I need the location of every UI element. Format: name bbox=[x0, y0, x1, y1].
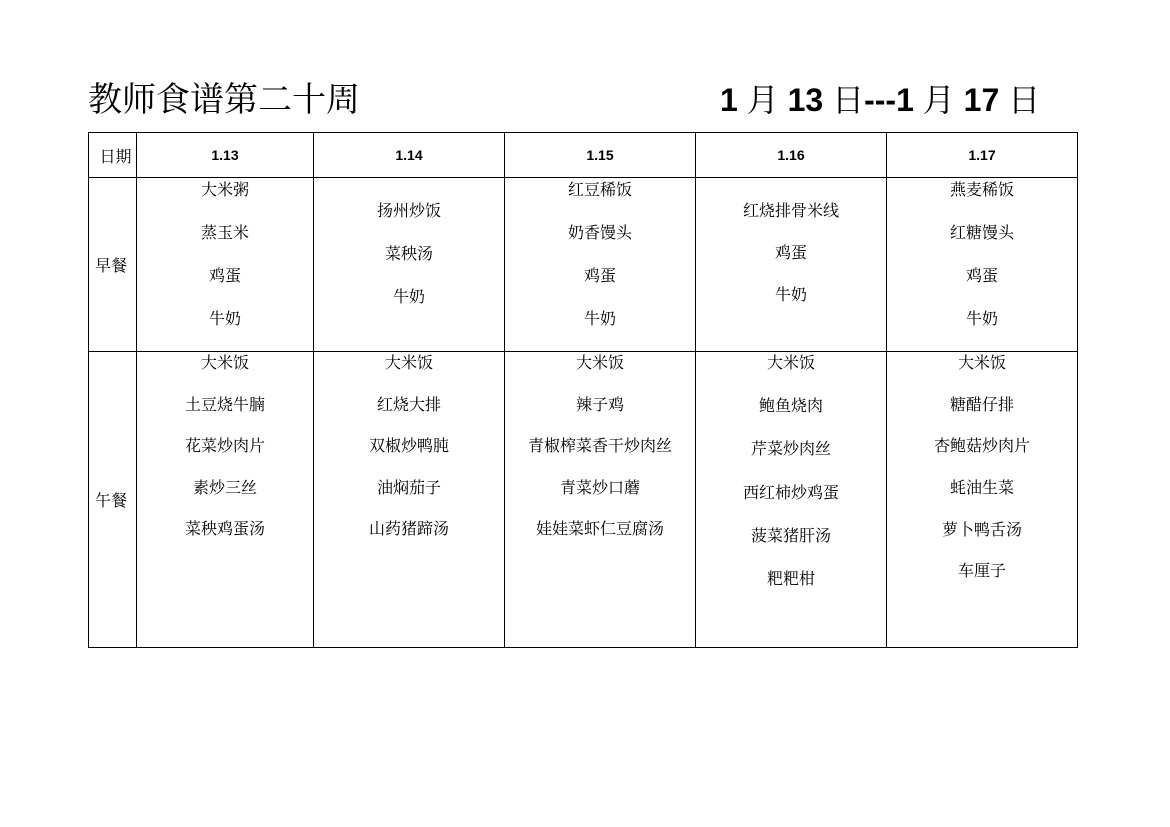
date-cell: 1.15 bbox=[505, 133, 696, 178]
menu-item: 菠菜猪肝汤 bbox=[750, 525, 831, 545]
end-month: 1 bbox=[896, 82, 914, 118]
header-row bbox=[89, 133, 1078, 178]
menu-item: 大米饭 bbox=[766, 353, 815, 372]
menu-item: 鸡蛋 bbox=[583, 266, 616, 285]
menu-list bbox=[137, 178, 313, 351]
menu-item: 杏鲍菇炒肉片 bbox=[933, 436, 1030, 456]
date-cell: 1.16 bbox=[696, 133, 887, 178]
breakfast-cell bbox=[505, 178, 696, 352]
menu-item: 粑粑柑 bbox=[766, 568, 815, 588]
menu-list bbox=[887, 352, 1077, 602]
menu-list bbox=[314, 178, 504, 329]
menu-item: 鸡蛋 bbox=[965, 266, 998, 285]
menu-item: 蚝油生菜 bbox=[949, 478, 1014, 498]
menu-item: 菜秧鸡蛋汤 bbox=[184, 519, 265, 538]
menu-item: 牛奶 bbox=[774, 285, 807, 304]
menu-item: 辣子鸡 bbox=[575, 394, 624, 414]
menu-item: 大米饭 bbox=[384, 353, 433, 372]
lunch-cell bbox=[137, 352, 314, 648]
menu-item: 油焖茄子 bbox=[376, 477, 441, 497]
range-separator: --- bbox=[864, 82, 897, 118]
menu-item: 芹菜炒肉丝 bbox=[750, 439, 831, 459]
menu-item: 扬州炒饭 bbox=[376, 201, 441, 220]
menu-item: 素炒三丝 bbox=[192, 477, 257, 497]
date-cell: 1.17 bbox=[887, 133, 1078, 178]
menu-list bbox=[137, 352, 313, 560]
menu-item: 大米饭 bbox=[575, 353, 624, 372]
lunch-label: 午餐 bbox=[89, 352, 137, 648]
menu-item: 山药猪蹄汤 bbox=[368, 519, 449, 538]
menu-item: 牛奶 bbox=[965, 309, 998, 328]
end-day-unit: 日 bbox=[1008, 81, 1041, 119]
menu-item: 糖醋仔排 bbox=[949, 394, 1014, 414]
menu-table bbox=[88, 132, 1078, 648]
lunch-row bbox=[89, 352, 1078, 648]
lunch-cell bbox=[505, 352, 696, 648]
menu-item: 青椒榨菜香干炒肉丝 bbox=[527, 436, 672, 455]
menu-item: 蒸玉米 bbox=[200, 223, 249, 242]
menu-item: 牛奶 bbox=[583, 309, 616, 328]
breakfast-cell bbox=[314, 178, 505, 352]
menu-item: 土豆烧牛腩 bbox=[184, 394, 265, 414]
lunch-cell bbox=[314, 352, 505, 648]
menu-item: 牛奶 bbox=[392, 287, 425, 306]
start-month-unit: 月 bbox=[746, 81, 779, 119]
menu-item: 萝卜鸭舌汤 bbox=[941, 519, 1022, 539]
breakfast-label: 早餐 bbox=[89, 178, 137, 352]
menu-item: 娃娃菜虾仁豆腐汤 bbox=[535, 519, 664, 538]
end-month-unit: 月 bbox=[922, 81, 955, 119]
menu-item: 花菜炒肉片 bbox=[184, 436, 265, 455]
menu-item: 大米粥 bbox=[200, 180, 249, 199]
menu-item: 牛奶 bbox=[208, 309, 241, 328]
menu-item: 鲍鱼烧肉 bbox=[758, 396, 823, 416]
menu-item: 双椒炒鸭肫 bbox=[368, 436, 449, 455]
menu-item: 菜秧汤 bbox=[384, 244, 433, 263]
menu-list bbox=[505, 178, 695, 351]
menu-list bbox=[887, 178, 1077, 351]
menu-item: 红烧大排 bbox=[376, 394, 441, 414]
menu-list bbox=[505, 352, 695, 560]
start-day-unit: 日 bbox=[832, 81, 865, 119]
page-title: 教师食谱第二十周 bbox=[88, 80, 360, 120]
lunch-cell bbox=[887, 352, 1078, 648]
start-month: 1 bbox=[720, 82, 738, 118]
breakfast-cell bbox=[887, 178, 1078, 352]
menu-list bbox=[696, 178, 886, 326]
menu-item: 青菜炒口蘑 bbox=[559, 477, 640, 497]
menu-item: 鸡蛋 bbox=[208, 266, 241, 285]
menu-list bbox=[314, 352, 504, 560]
menu-item: 大米饭 bbox=[957, 353, 1006, 372]
menu-item: 鸡蛋 bbox=[774, 243, 807, 262]
menu-item: 燕麦稀饭 bbox=[949, 180, 1014, 199]
date-range bbox=[720, 78, 1040, 122]
date-cell: 1.14 bbox=[314, 133, 505, 178]
breakfast-row bbox=[89, 178, 1078, 352]
menu-item: 奶香馒头 bbox=[567, 223, 632, 242]
menu-list bbox=[696, 352, 886, 611]
menu-item: 红糖馒头 bbox=[949, 223, 1014, 242]
header-label: 日期 bbox=[89, 133, 137, 178]
lunch-cell bbox=[696, 352, 887, 648]
date-cell: 1.13 bbox=[137, 133, 314, 178]
menu-item: 红烧排骨米线 bbox=[742, 201, 839, 220]
menu-item: 红豆稀饭 bbox=[567, 180, 632, 199]
start-day: 13 bbox=[787, 82, 824, 118]
breakfast-cell bbox=[137, 178, 314, 352]
menu-item: 西红柿炒鸡蛋 bbox=[742, 482, 839, 502]
menu-item: 大米饭 bbox=[200, 353, 249, 372]
breakfast-cell bbox=[696, 178, 887, 352]
end-day: 17 bbox=[963, 82, 1000, 118]
menu-item: 车厘子 bbox=[957, 561, 1006, 581]
